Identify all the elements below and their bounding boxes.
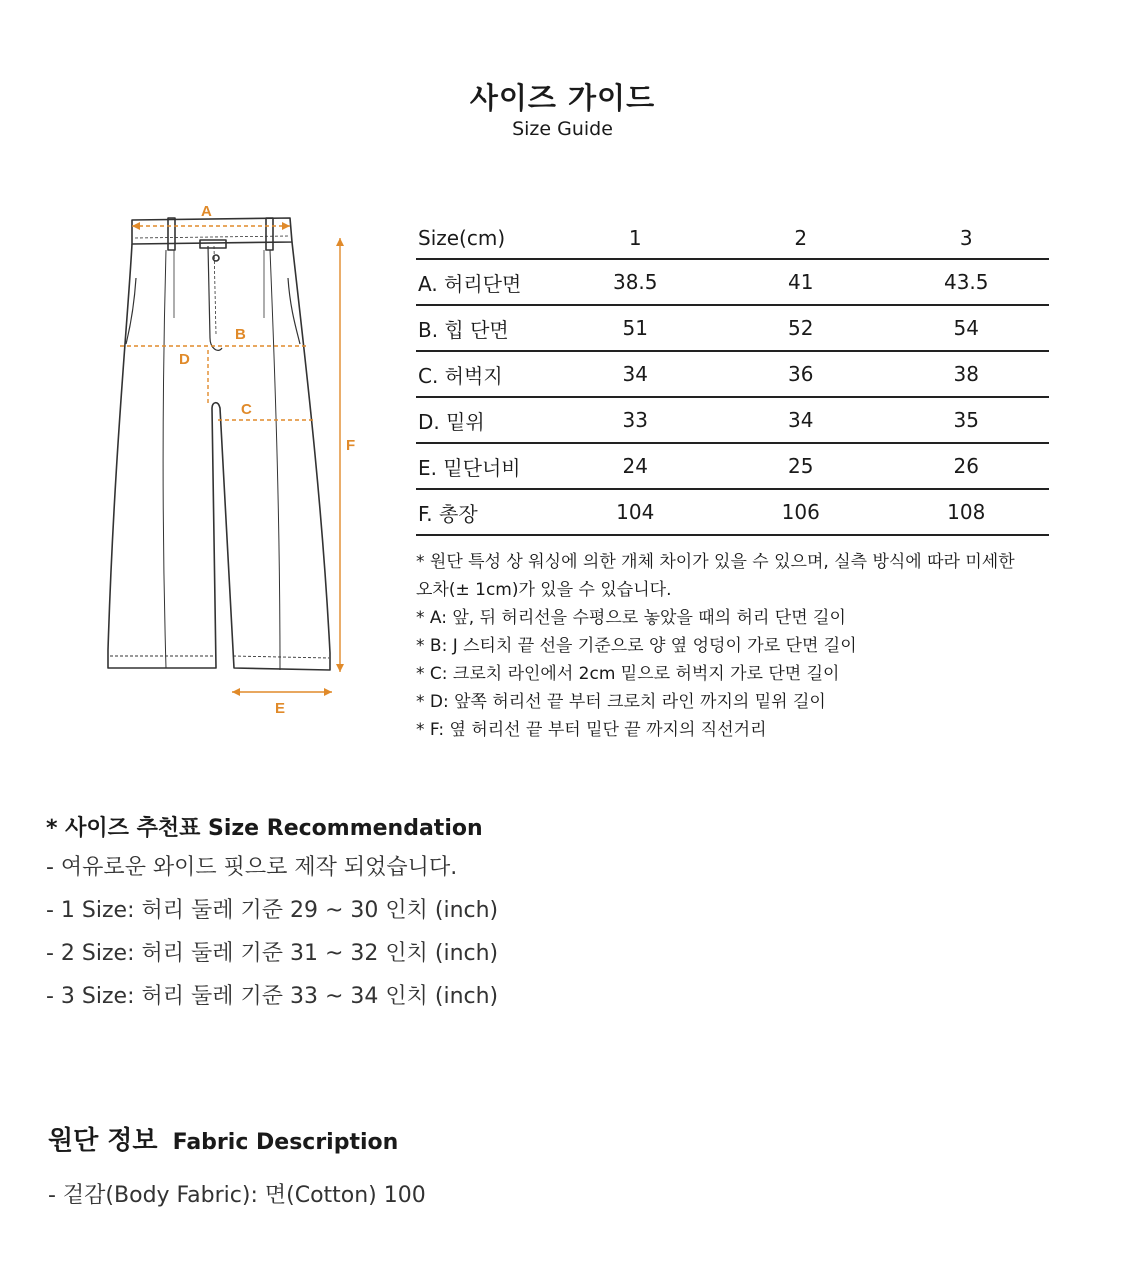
table-header-row bbox=[416, 218, 1049, 259]
note-line: * D: 앞쪽 허리선 끝 부터 크로치 라인 까지의 밑위 길이 bbox=[416, 692, 826, 712]
table-cell: 34 bbox=[622, 362, 648, 386]
row-label: A. 허리단면 bbox=[418, 271, 522, 296]
recommendation-item: - 1 Size: 허리 둘레 기준 29 ~ 30 인치 (inch) bbox=[46, 898, 499, 923]
table-cell: 25 bbox=[788, 454, 814, 478]
note-line: * 원단 특성 상 워싱에 의한 개체 차이가 있을 수 있으며, 실측 방식에 따라 미세한 bbox=[416, 552, 1015, 572]
label-b: B bbox=[235, 326, 246, 343]
table-row bbox=[416, 443, 1049, 489]
table-cell: 54 bbox=[953, 316, 979, 340]
fabric-heading-en: Fabric Description bbox=[172, 1130, 399, 1155]
table-cell: 34 bbox=[788, 408, 814, 432]
fabric-item: - 겉감(Body Fabric): 면(Cotton) 100 bbox=[48, 1183, 426, 1208]
label-c: C bbox=[241, 401, 252, 418]
table-cell: 35 bbox=[953, 408, 979, 432]
pants-diagram bbox=[100, 198, 390, 728]
label-a: A bbox=[201, 203, 212, 220]
note-line: * A: 앞, 뒤 허리선을 수평으로 놓았을 때의 허리 단면 길이 bbox=[416, 608, 846, 628]
table-cell: 38 bbox=[953, 362, 979, 386]
note-line: * C: 크로치 라인에서 2cm 밑으로 허벅지 가로 단면 길이 bbox=[416, 664, 840, 684]
recommendation-item: - 여유로운 와이드 핏으로 제작 되었습니다. bbox=[46, 855, 458, 880]
table-row bbox=[416, 351, 1049, 397]
table-cell: 52 bbox=[788, 316, 814, 340]
row-label: F. 총장 bbox=[418, 501, 478, 526]
table-cell: 36 bbox=[788, 362, 814, 386]
table-row bbox=[416, 397, 1049, 443]
fabric-heading bbox=[48, 1122, 748, 1160]
recommendation-item: - 3 Size: 허리 둘레 기준 33 ~ 34 인치 (inch) bbox=[46, 984, 499, 1009]
page-subtitle: Size Guide bbox=[512, 118, 613, 140]
recommendation-heading: * 사이즈 추천표 Size Recommendation bbox=[46, 816, 483, 841]
note-line: * B: J 스티치 끝 선을 기준으로 양 옆 엉덩이 가로 단면 길이 bbox=[416, 636, 857, 656]
recommendation-item: - 2 Size: 허리 둘레 기준 31 ~ 32 인치 (inch) bbox=[46, 941, 499, 966]
row-label: D. 밑위 bbox=[418, 409, 485, 434]
page-title: 사이즈 가이드 bbox=[469, 81, 656, 115]
table-cell: 24 bbox=[622, 454, 648, 478]
table-cell: 26 bbox=[953, 454, 979, 478]
row-label: B. 힙 단면 bbox=[418, 317, 509, 342]
note-line: * F: 옆 허리선 끝 부터 밑단 끝 까지의 직선거리 bbox=[416, 720, 767, 740]
note-line: 오차(± 1cm)가 있을 수 있습니다. bbox=[416, 580, 672, 600]
table-header-cell: 1 bbox=[628, 226, 642, 250]
table-cell: 51 bbox=[622, 316, 648, 340]
table-cell: 104 bbox=[616, 500, 655, 524]
label-d: D bbox=[179, 351, 190, 368]
label-f: F bbox=[346, 437, 356, 454]
table-cell: 33 bbox=[622, 408, 648, 432]
measurement-notes bbox=[416, 548, 1076, 744]
table-cell: 38.5 bbox=[612, 270, 658, 294]
table-header-cell: Size(cm) bbox=[418, 226, 506, 250]
table-row bbox=[416, 489, 1049, 535]
table-cell: 41 bbox=[788, 270, 814, 294]
table-cell: 43.5 bbox=[943, 270, 989, 294]
table-cell: 108 bbox=[947, 500, 986, 524]
size-table bbox=[416, 218, 1049, 536]
row-label: E. 밑단너비 bbox=[418, 455, 521, 480]
size-recommendation bbox=[46, 812, 746, 1018]
fabric-heading-ko: 원단 정보 bbox=[48, 1126, 158, 1156]
table-header-cell: 3 bbox=[959, 226, 973, 250]
table-row bbox=[416, 259, 1049, 305]
table-row bbox=[416, 305, 1049, 351]
table-cell: 106 bbox=[781, 500, 820, 524]
label-e: E bbox=[275, 700, 286, 717]
row-label: C. 허벅지 bbox=[418, 363, 503, 388]
fabric-description bbox=[48, 1122, 748, 1209]
table-header-cell: 2 bbox=[794, 226, 808, 250]
